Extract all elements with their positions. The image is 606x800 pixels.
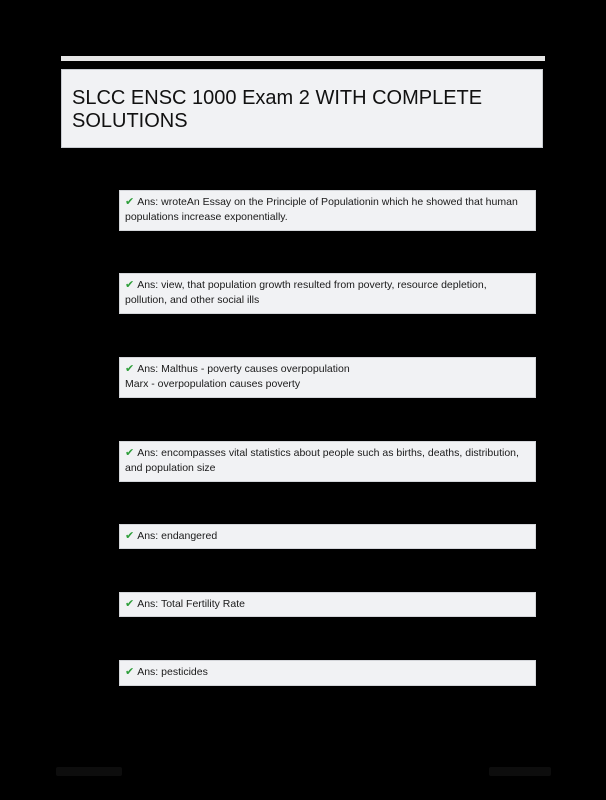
answer-item <box>119 357 536 398</box>
answer-item <box>119 441 536 482</box>
answer-line: ✔ Ans: Malthus - poverty causes overpopulation <box>125 363 350 375</box>
answer-line: ✔ Ans: encompasses vital statistics about people such as births, deaths, distribution, <box>125 447 519 459</box>
check-icon: ✔ <box>125 363 135 375</box>
answer-item <box>119 524 536 549</box>
answer-item <box>119 273 536 314</box>
answer-line: ✔ Ans: Total Fertility Rate <box>125 598 245 610</box>
check-icon: ✔ <box>125 530 135 542</box>
answer-line: populations increase exponentially. <box>125 211 288 223</box>
answer-line: and population size <box>125 462 216 474</box>
check-icon: ✔ <box>125 196 135 208</box>
answer-item <box>119 592 536 617</box>
answer-line: pollution, and other social ills <box>125 294 260 306</box>
check-icon: ✔ <box>125 279 135 291</box>
footer-right-mark <box>489 767 551 776</box>
answer-line: ✔ Ans: view, that population growth resulted from poverty, resource depletion, <box>125 279 487 291</box>
answer-list <box>119 0 536 800</box>
footer-left-mark <box>56 767 122 776</box>
answer-item <box>119 190 536 231</box>
check-icon: ✔ <box>125 447 135 459</box>
answer-item <box>119 660 536 686</box>
answer-line: ✔ Ans: wroteAn Essay on the Principle of Populationin which he showed that human <box>125 196 518 208</box>
answer-line: ✔ Ans: pesticides <box>125 666 208 678</box>
check-icon: ✔ <box>125 666 135 678</box>
check-icon: ✔ <box>125 598 135 610</box>
page-title: SLCC ENSC 1000 Exam 2 WITH COMPLETE SOLUTIONS <box>72 87 483 132</box>
answer-line: ✔ Ans: endangered <box>125 530 218 542</box>
answer-line: Marx - overpopulation causes poverty <box>125 378 301 390</box>
